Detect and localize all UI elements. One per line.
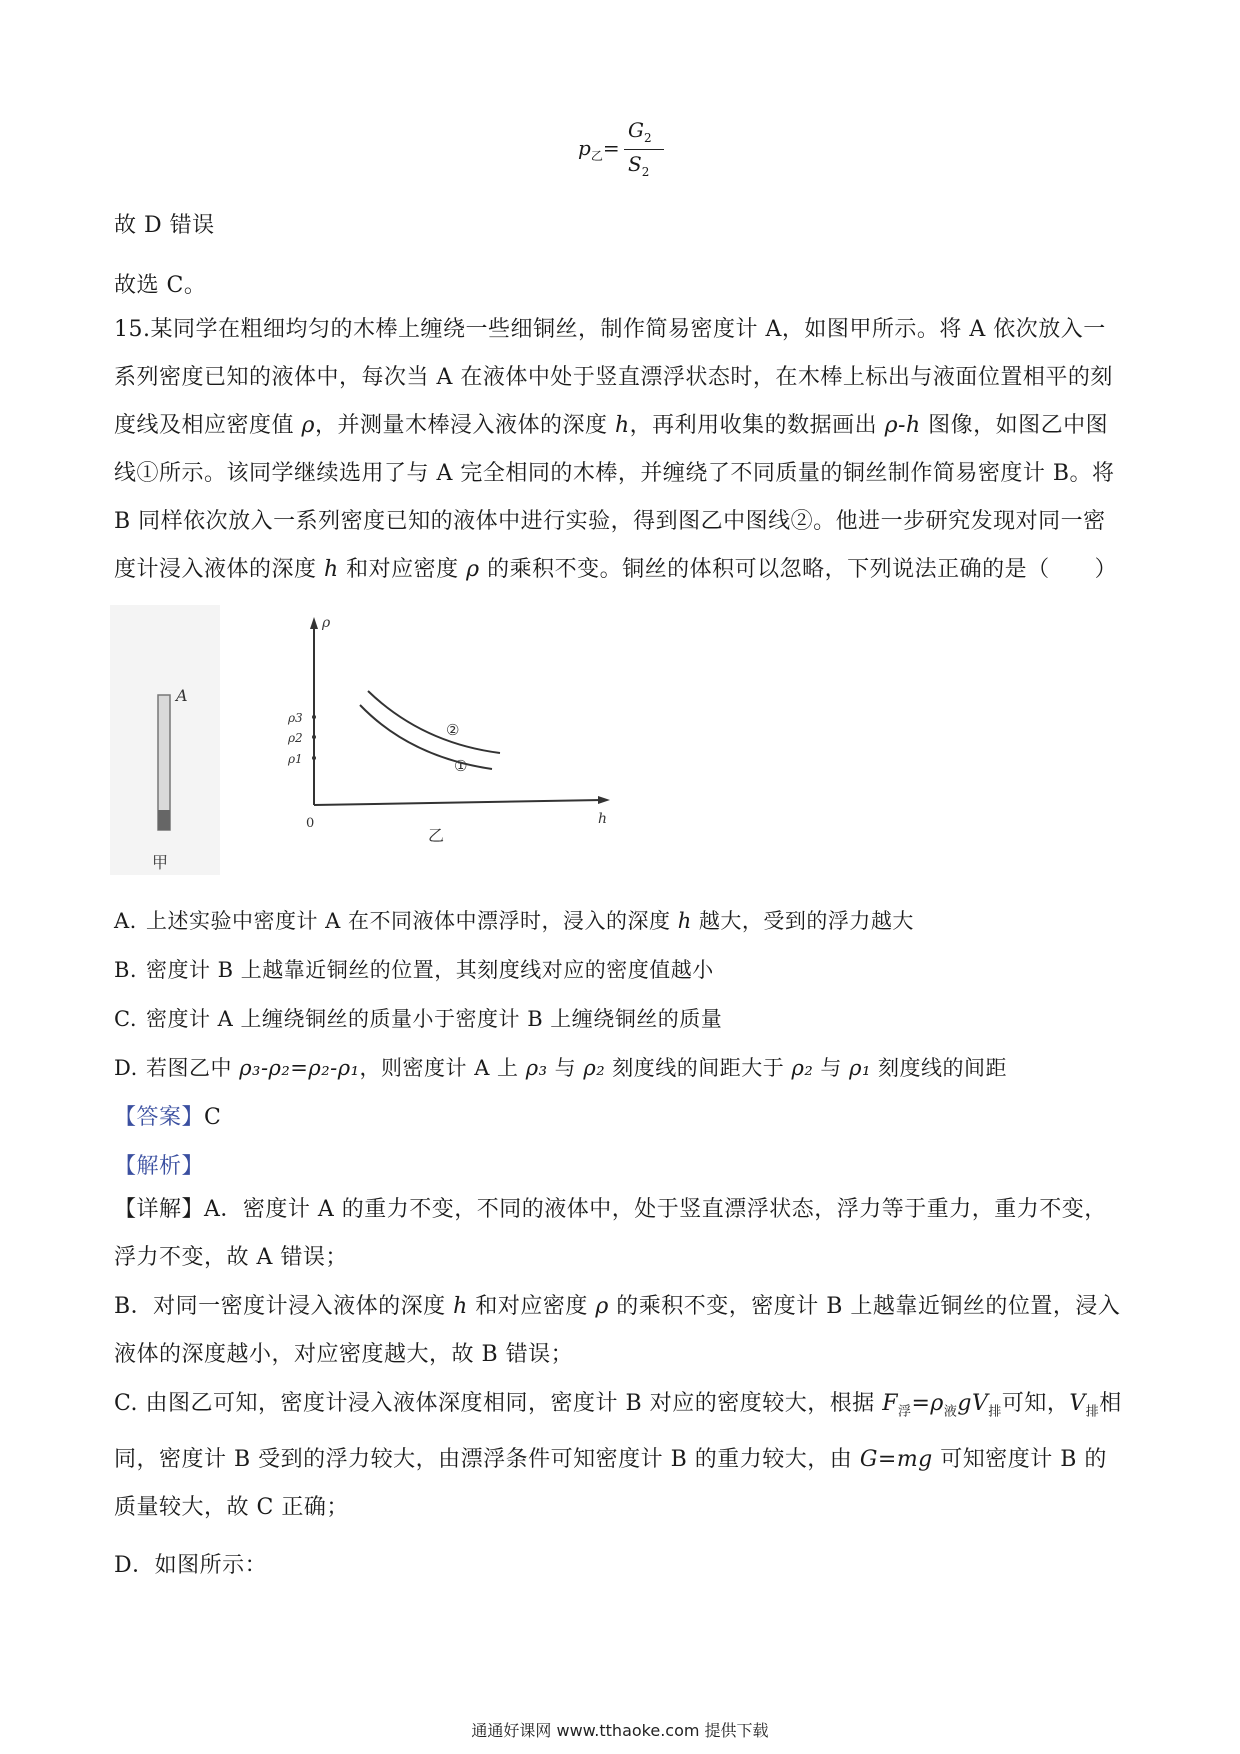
fraction-bar [624, 149, 664, 150]
final-choice-line: 故选 C。 [114, 273, 207, 298]
y-axis-arrow [310, 617, 318, 629]
option-c: C. 密度计 A 上缠绕铜丝的质量小于密度计 B 上缠绕铜丝的质量 [114, 1007, 723, 1031]
figure-yi [287, 615, 610, 845]
pressure-formula [578, 118, 688, 180]
detail-b-paragraph: B．对同一密度计浸入液体的深度 h 和对应密度 ρ 的乘积不变，密度计 B 上越靠近铜丝的位置，浸入液体的深度越小，对应密度越大，故 B 错误； [114, 1294, 1121, 1367]
formula-numerator: $G_2$ [628, 118, 652, 145]
option-b: B. 密度计 B 上越靠近铜丝的位置，其刻度线对应的密度值越小 [114, 958, 714, 982]
figure-yi-caption: 乙 [428, 826, 445, 845]
formula-lhs: $p_乙=$ [578, 136, 620, 163]
analysis-line [114, 1149, 204, 1180]
detail-a-paragraph: 【详解】A．密度计 A 的重力不变，不同的液体中，处于竖直漂浮状态，浮力等于重力，重力不变，浮力不变，故 A 错误； [114, 1197, 1107, 1270]
answer-line [114, 1100, 221, 1131]
option-d: D. 若图乙中 ρ₃-ρ₂=ρ₂-ρ₁，则密度计 A 上 ρ₃ 与 ρ₂ 刻度线的间距大于 ρ₂ 与 ρ₁ 刻度线的间距 [114, 1056, 1008, 1080]
question-15-text: 15.某同学在粗细均匀的木棒上缠绕一些细铜丝，制作简易密度计 A，如图甲所示。将 A 依次放入一系列密度已知的液体中，每次当 A 在液体中处于竖直漂浮状态时，在木棒上标出与液面位置相平的刻度线及相应密度值 ρ，并测量木棒浸入液体的深度 h，再利用收集的数据画出 ρ-h 图像，如图乙中图线①所示。该同学继续选用了与 A 完全相同的木棒，并缠绕了不同质量的铜丝制作简易密度计 B。将 B 同样依次放入一系列密度已知的液体中进行实验，得到图乙中图线②。他进一步研究发现对同一密度计浸入液体的深度 h 和对应密度 ρ 的乘积不变。铜丝的体积可以忽略，下列说法正确的是（ ） [114, 317, 1118, 582]
curve-2 [368, 691, 500, 753]
detail-c-paragraph: C. 由图乙可知，密度计浸入液体深度相同，密度计 B 对应的密度较大，根据 $F_浮=\rho_液gV_排$可知，$V_排$相同，密度计 B 受到的浮力较大，由漂浮条件可知密度计 B 的重力较大，由 G=mg 可知密度计 B 的质量较大，故 C 正确； [114, 1391, 1122, 1521]
copper-wire-coil [158, 810, 170, 830]
tick-label-rho1: ρ1 [288, 752, 303, 766]
option-a: A. 上述实验中密度计 A 在不同液体中漂浮时，浸入的深度 h 越大，受到的浮力越大 [114, 909, 914, 933]
x-axis [314, 800, 602, 805]
question-figure [110, 605, 670, 880]
conclusion-d-wrong: 故 D 错误 [114, 213, 215, 238]
curve-label-2: ② [446, 721, 460, 739]
x-axis-label: h [598, 811, 608, 827]
curve-1 [360, 705, 492, 769]
detail-d-line: D．如图所示： [114, 1553, 268, 1578]
tick-rho1 [312, 756, 316, 760]
page-footer: 通通好课网 www.tthaoke.com 提供下载 [471, 1721, 769, 1740]
figure-jia [110, 605, 220, 875]
densitometer-stick [158, 695, 170, 830]
analysis-tag: 【解析】 [114, 1154, 205, 1179]
figure-jia-caption: 甲 [152, 853, 169, 872]
tick-label-rho2: ρ2 [288, 731, 303, 745]
answer-tag: 【答案】 [114, 1105, 205, 1130]
curve-label-1: ① [454, 757, 468, 775]
tick-label-rho3: ρ3 [288, 711, 303, 725]
tick-rho2 [312, 735, 316, 739]
densitometer-label-a: A [176, 686, 188, 705]
y-axis-label: ρ [322, 615, 331, 631]
origin-label: 0 [306, 816, 315, 831]
x-axis-arrow [598, 796, 610, 804]
detail-tag: 【详解】 [114, 1197, 205, 1222]
formula-denominator: $S_2$ [628, 152, 650, 179]
tick-rho3 [312, 715, 316, 719]
answer-value: C [204, 1105, 222, 1130]
question-number: 15. [114, 317, 151, 342]
